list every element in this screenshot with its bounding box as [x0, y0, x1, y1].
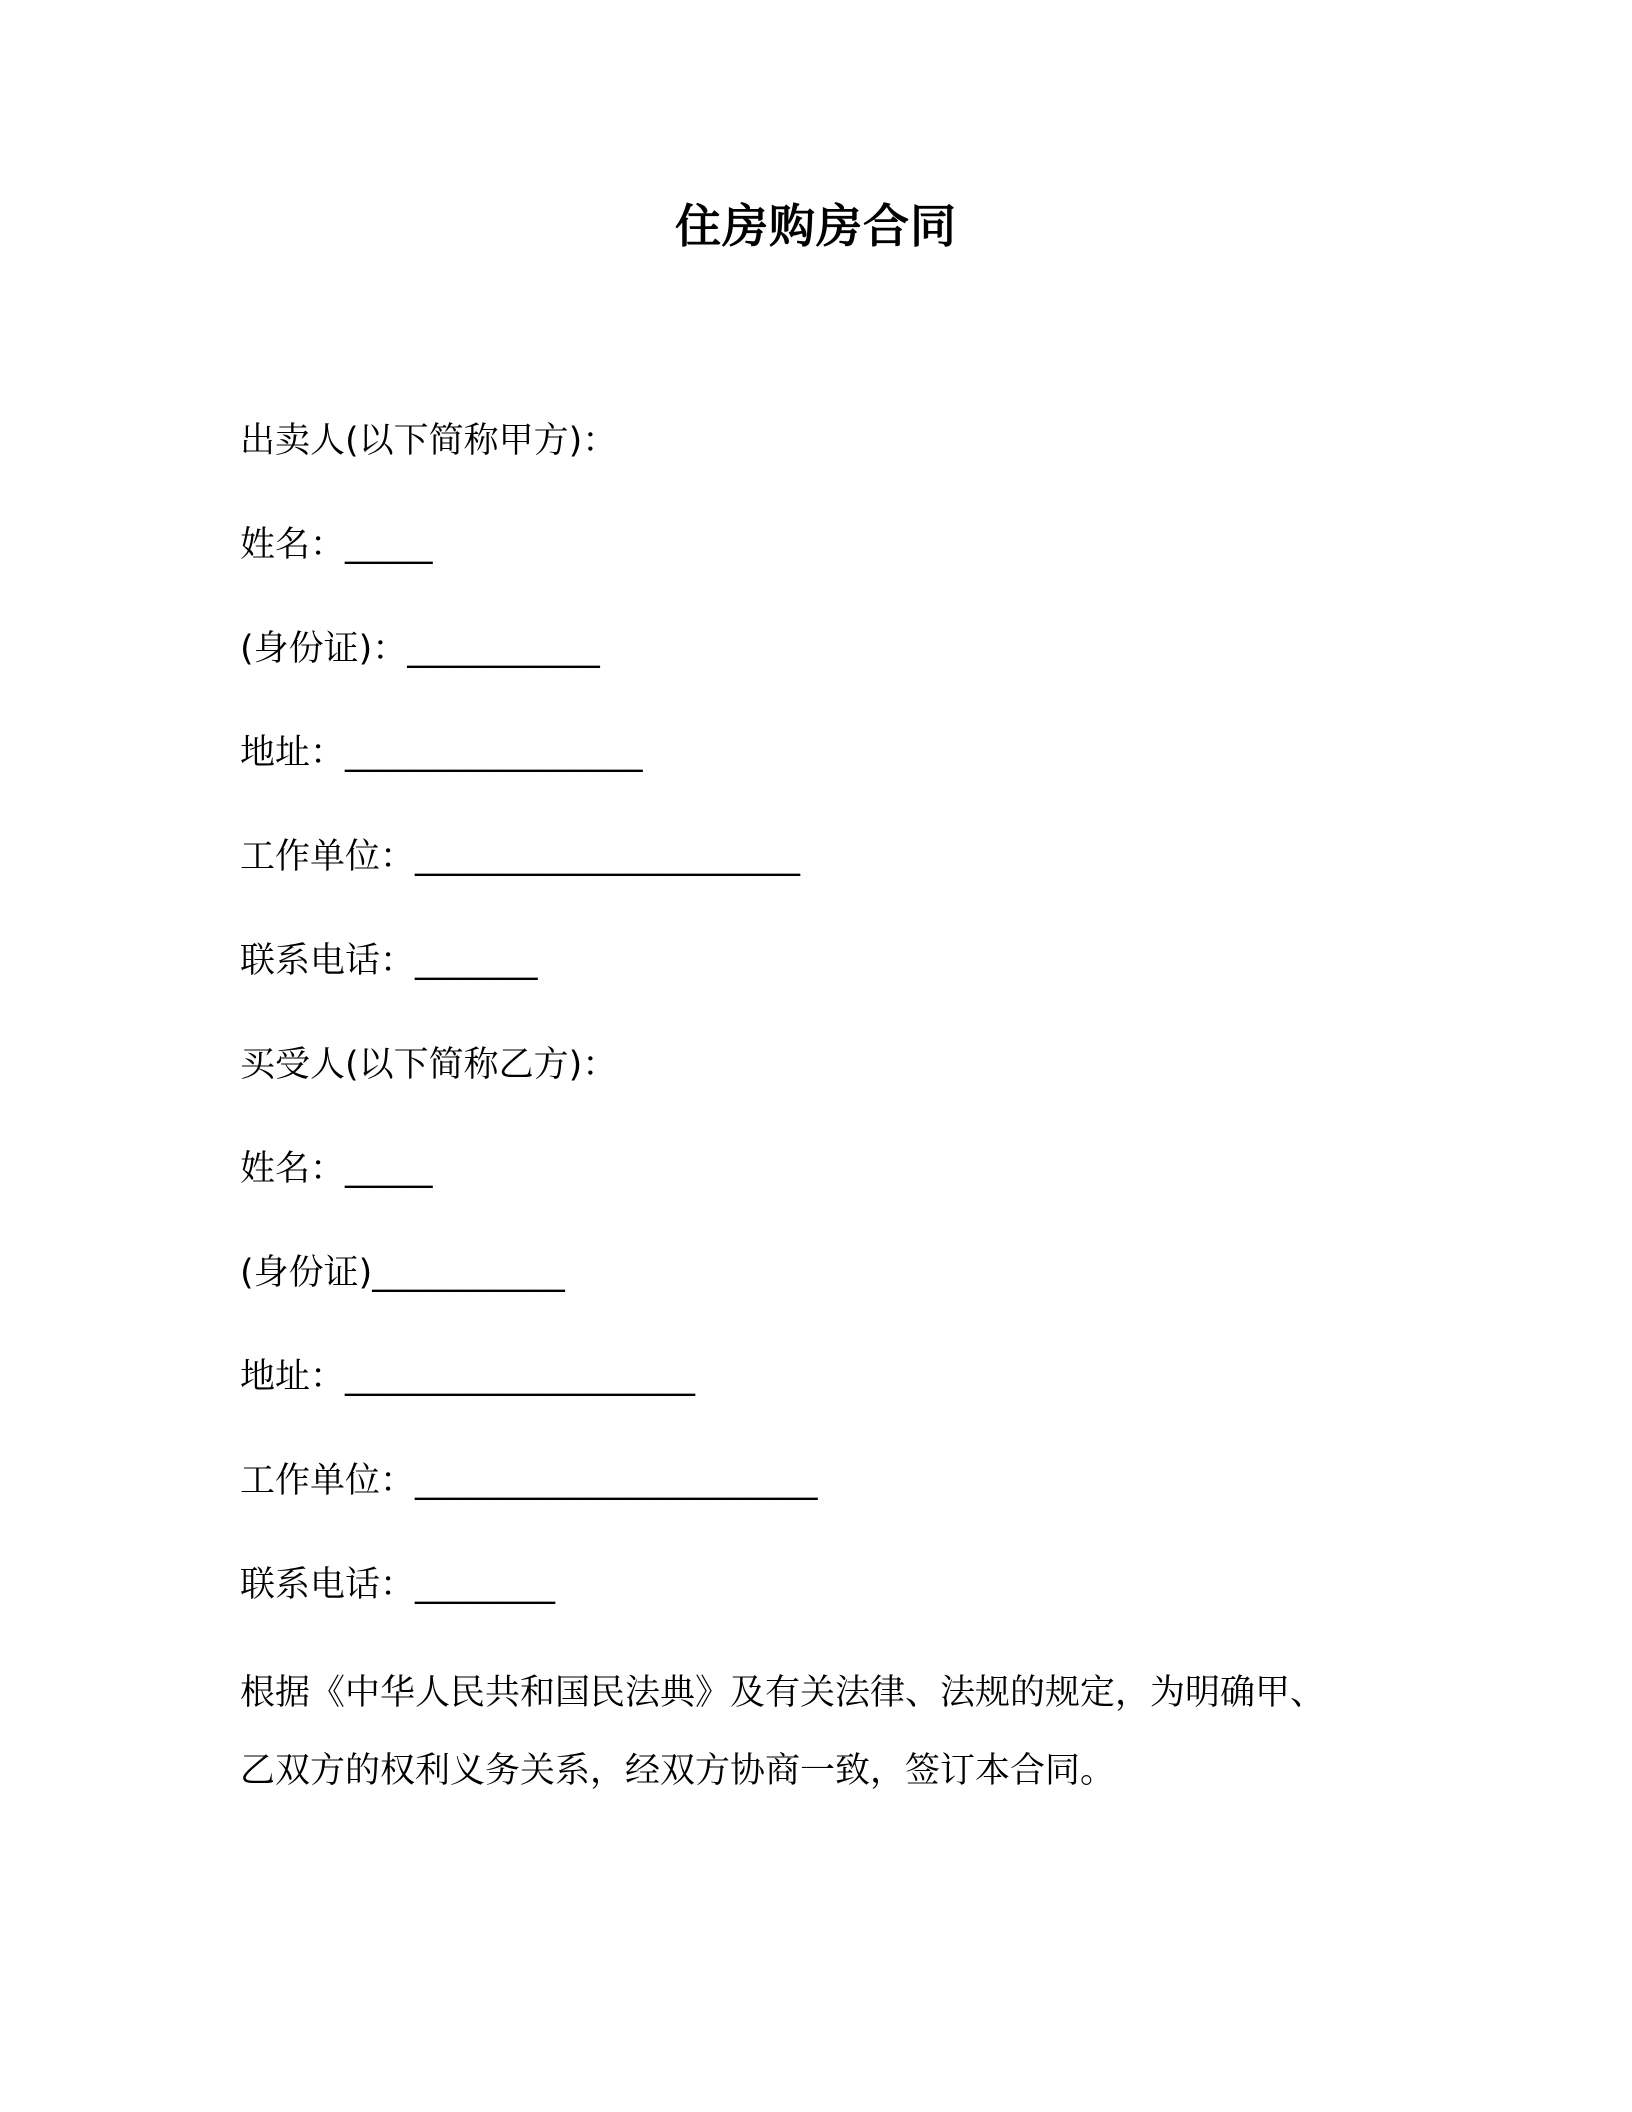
seller-workplace-field: 工作单位：______________________	[240, 837, 801, 877]
buyer-phone-field: 联系电话：________	[240, 1565, 556, 1605]
buyer-name-field: 姓名：_____	[240, 1149, 433, 1189]
seller-phone-field: 联系电话：_______	[240, 941, 538, 981]
contract-body	[240, 418, 1400, 1810]
buyer-address-field: 地址：____________________	[240, 1357, 696, 1397]
seller-heading: 出卖人(以下简称甲方)：	[240, 421, 618, 461]
seller-id-field: (身份证)：___________	[240, 629, 600, 669]
seller-address-field: 地址：_________________	[240, 733, 643, 773]
buyer-heading: 买受人(以下简称乙方)：	[240, 1045, 618, 1085]
buyer-workplace-field: 工作单位：_______________________	[240, 1461, 818, 1501]
document-title: 住房购房合同	[675, 199, 957, 253]
preamble-line-1: 根据《中华人民共和国民法典》及有关法律、法规的规定，为明确甲、	[240, 1673, 1326, 1713]
contract-preamble	[240, 1654, 1400, 1810]
seller-name-field: 姓名：_____	[240, 525, 433, 565]
preamble-line-2: 乙双方的权利义务关系，经双方协商一致，签订本合同。	[240, 1751, 1116, 1791]
buyer-id-field: (身份证)___________	[240, 1253, 565, 1293]
